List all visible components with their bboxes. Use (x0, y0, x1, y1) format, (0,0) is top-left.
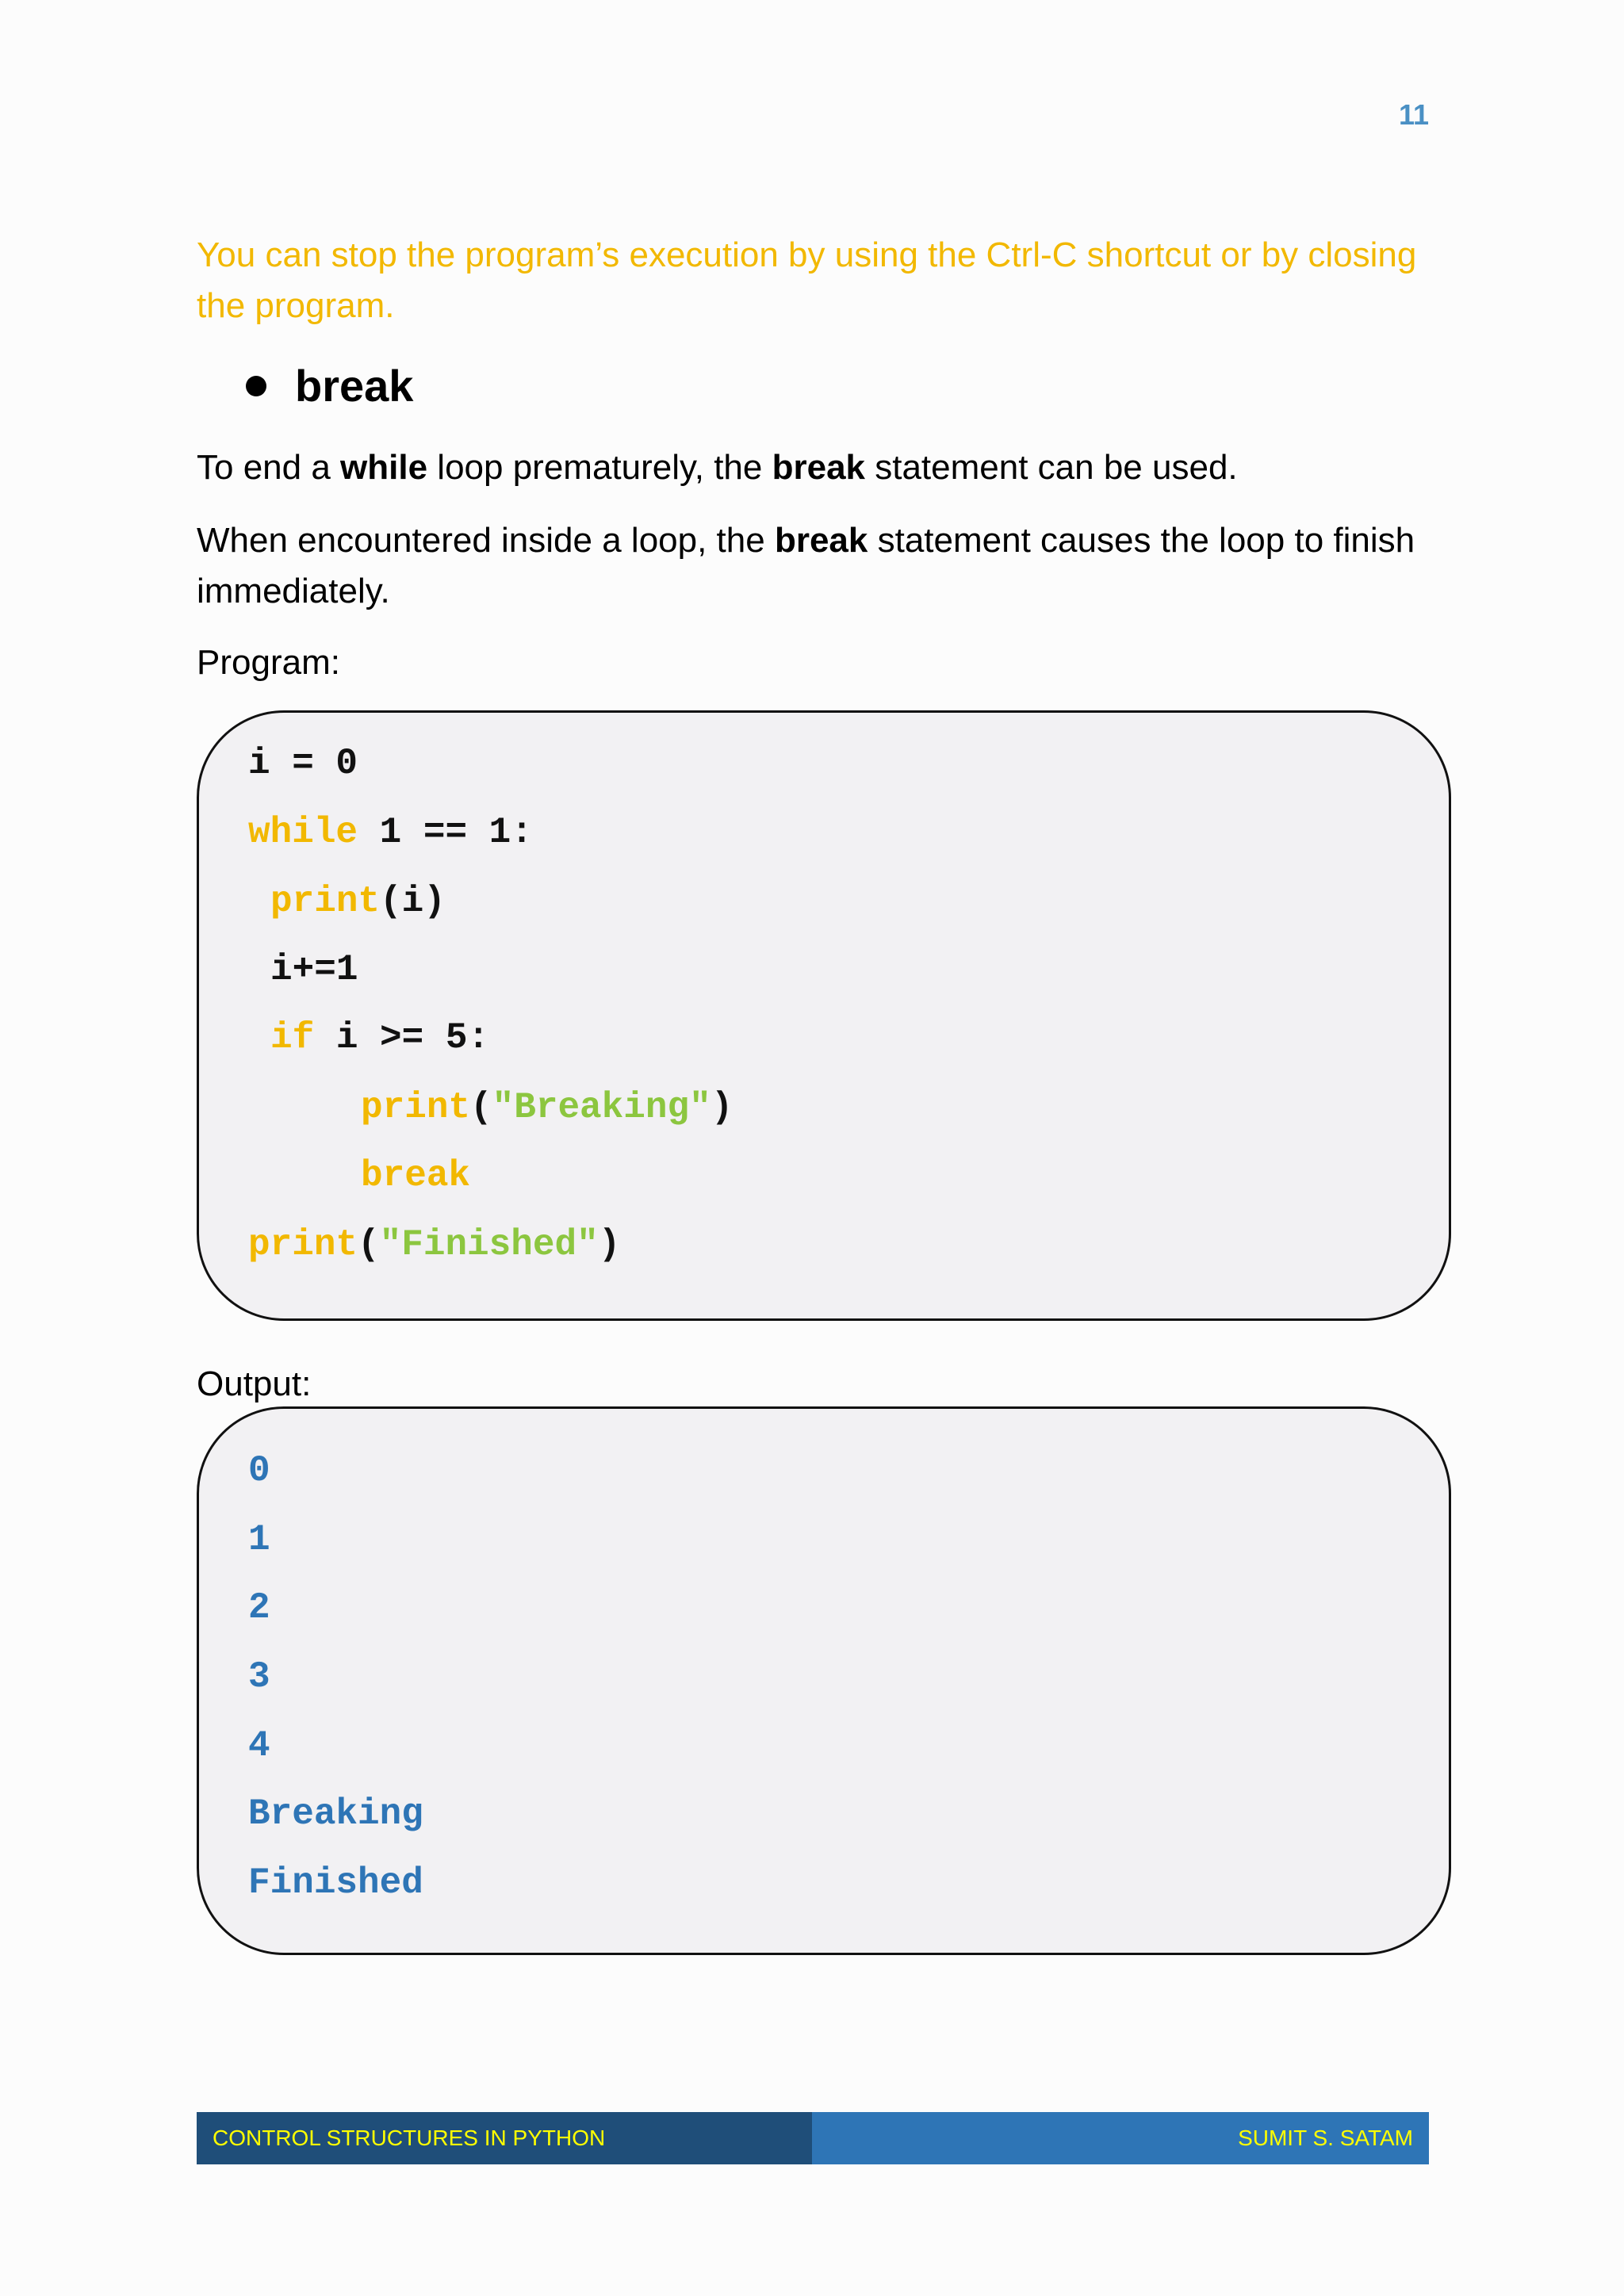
page-number: 11 (1398, 98, 1429, 131)
paragraph-text: statement can be used. (865, 448, 1238, 487)
section-heading (246, 358, 413, 414)
footer-title: CONTROL STRUCTURES IN PYTHON (197, 2112, 812, 2164)
bold-term: while (340, 448, 428, 487)
paragraph-text: loop prematurely, the (427, 448, 772, 487)
code-line: i = 0 (248, 743, 358, 784)
program-label: Program: (197, 643, 340, 682)
program-code-box (197, 710, 1451, 1321)
output-line: 3 (248, 1656, 270, 1697)
paragraph-while-break (197, 442, 1450, 493)
string-literal: "Breaking" (492, 1087, 711, 1128)
footer-author: SUMIT S. SATAM (812, 2112, 1429, 2164)
page-footer (197, 2112, 1429, 2164)
bullet-icon (246, 376, 266, 396)
output-label: Output: (197, 1364, 312, 1403)
keyword: print (361, 1087, 471, 1128)
output-line: 1 (248, 1519, 270, 1560)
code-line: print("Breaking") (361, 1087, 733, 1128)
output-line: Finished (248, 1862, 423, 1904)
section-heading-label: break (295, 361, 414, 411)
output-line: 2 (248, 1587, 270, 1628)
code-line: print("Finished") (248, 1224, 621, 1265)
output-line: Breaking (248, 1793, 423, 1835)
code-line: print(i) (270, 881, 446, 922)
string-literal: "Finished" (379, 1224, 599, 1265)
code-line: if i >= 5: (270, 1017, 490, 1058)
code-line: while 1 == 1: (248, 812, 533, 853)
paragraph-text: statement causes the loop to finish immediately. (197, 521, 1415, 610)
bold-term: break (772, 448, 866, 487)
keyword: if (270, 1017, 315, 1058)
paragraph-break-description (197, 515, 1450, 617)
note-text: You can stop the program’s execution by using the Ctrl-C shortcut or by closing the program. (197, 235, 1417, 325)
bold-term: break (774, 521, 868, 560)
keyword: print (270, 881, 381, 922)
keyword: break (361, 1155, 471, 1196)
paragraph-text: To end a (197, 448, 341, 487)
output-line: 0 (248, 1450, 270, 1491)
output-box (197, 1406, 1451, 1955)
paragraph-text: When encountered inside a loop, the (197, 521, 775, 560)
keyword: while (248, 812, 358, 853)
code-line: i+=1 (270, 949, 358, 990)
code-line (361, 1154, 470, 1198)
keyword: print (248, 1224, 358, 1265)
output-line: 4 (248, 1725, 270, 1766)
